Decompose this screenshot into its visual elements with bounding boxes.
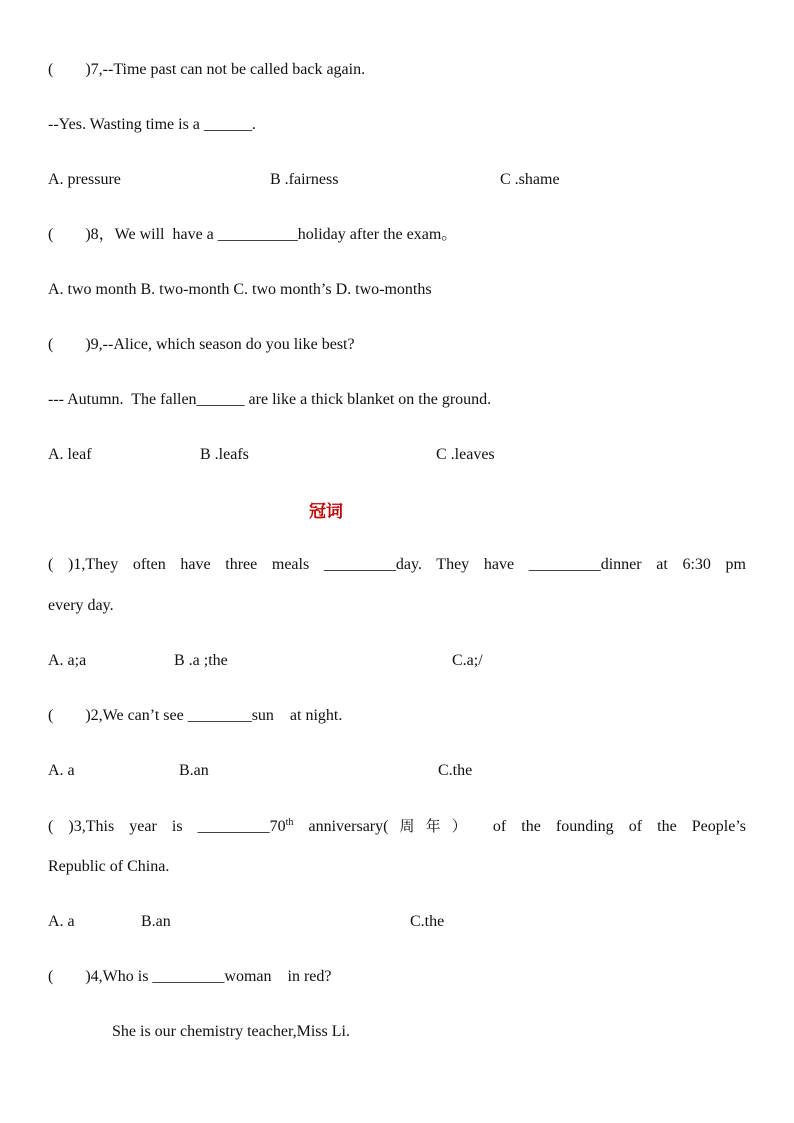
article-question-3-prefix: ( )3,This year is _________70 xyxy=(48,818,286,835)
question-7-option-c: C .shame xyxy=(500,171,560,188)
article-question-3-option-a: A. a xyxy=(48,913,75,930)
article-question-2-stem: ( )2,We can’t see ________sun at night. xyxy=(48,707,343,724)
question-9-stem: ( )9,--Alice, which season do you like best? xyxy=(48,336,355,353)
question-9-option-a: A. leaf xyxy=(48,446,92,463)
article-question-1-stem-cont: every day. xyxy=(48,597,114,614)
question-7-option-a: A. pressure xyxy=(48,171,121,188)
article-question-3-stem xyxy=(48,816,746,837)
article-question-2-option-b: B.an xyxy=(179,762,209,779)
article-question-1-stem: ( )1,They often have three meals _________day. They have _________dinner at 6:30 pm xyxy=(48,556,746,573)
section-heading-articles: 冠词 xyxy=(309,502,343,522)
article-question-3-option-c: C.the xyxy=(410,913,445,930)
article-question-1-option-a: A. a;a xyxy=(48,652,87,669)
article-question-3-option-b: B.an xyxy=(141,913,171,930)
question-8-options: A. two month B. two-month C. two month’s D. two-months xyxy=(48,281,432,298)
question-8-stem: ( )8，We will have a __________holiday after the exam。 xyxy=(48,226,458,243)
question-7-reply: --Yes. Wasting time is a ______. xyxy=(48,116,256,133)
article-question-4-stem: ( )4,Who is _________woman in red? xyxy=(48,968,332,985)
article-question-1-option-c: C.a;/ xyxy=(452,652,483,669)
article-question-1-option-b: B .a ;the xyxy=(174,652,228,669)
question-9-option-c: C .leaves xyxy=(436,446,495,463)
ordinal-suffix: th xyxy=(285,817,294,828)
article-question-4-reply: She is our chemistry teacher,Miss Li. xyxy=(112,1023,350,1040)
question-9-option-b: B .leafs xyxy=(200,446,249,463)
question-7-option-b: B .fairness xyxy=(270,171,339,188)
article-question-2-option-a: A. a xyxy=(48,762,75,779)
article-question-3-stem-cont: Republic of China. xyxy=(48,858,170,875)
article-question-3-suffix: of the founding of the People’s xyxy=(477,818,746,835)
question-9-reply: --- Autumn. The fallen______ are like a thick blanket on the ground. xyxy=(48,391,492,408)
article-question-2-option-c: C.the xyxy=(438,762,473,779)
chinese-gloss: 周年） xyxy=(388,817,478,835)
article-question-3-mid: anniversary( xyxy=(293,818,389,835)
question-7-stem: ( )7,--Time past can not be called back again. xyxy=(48,61,366,78)
